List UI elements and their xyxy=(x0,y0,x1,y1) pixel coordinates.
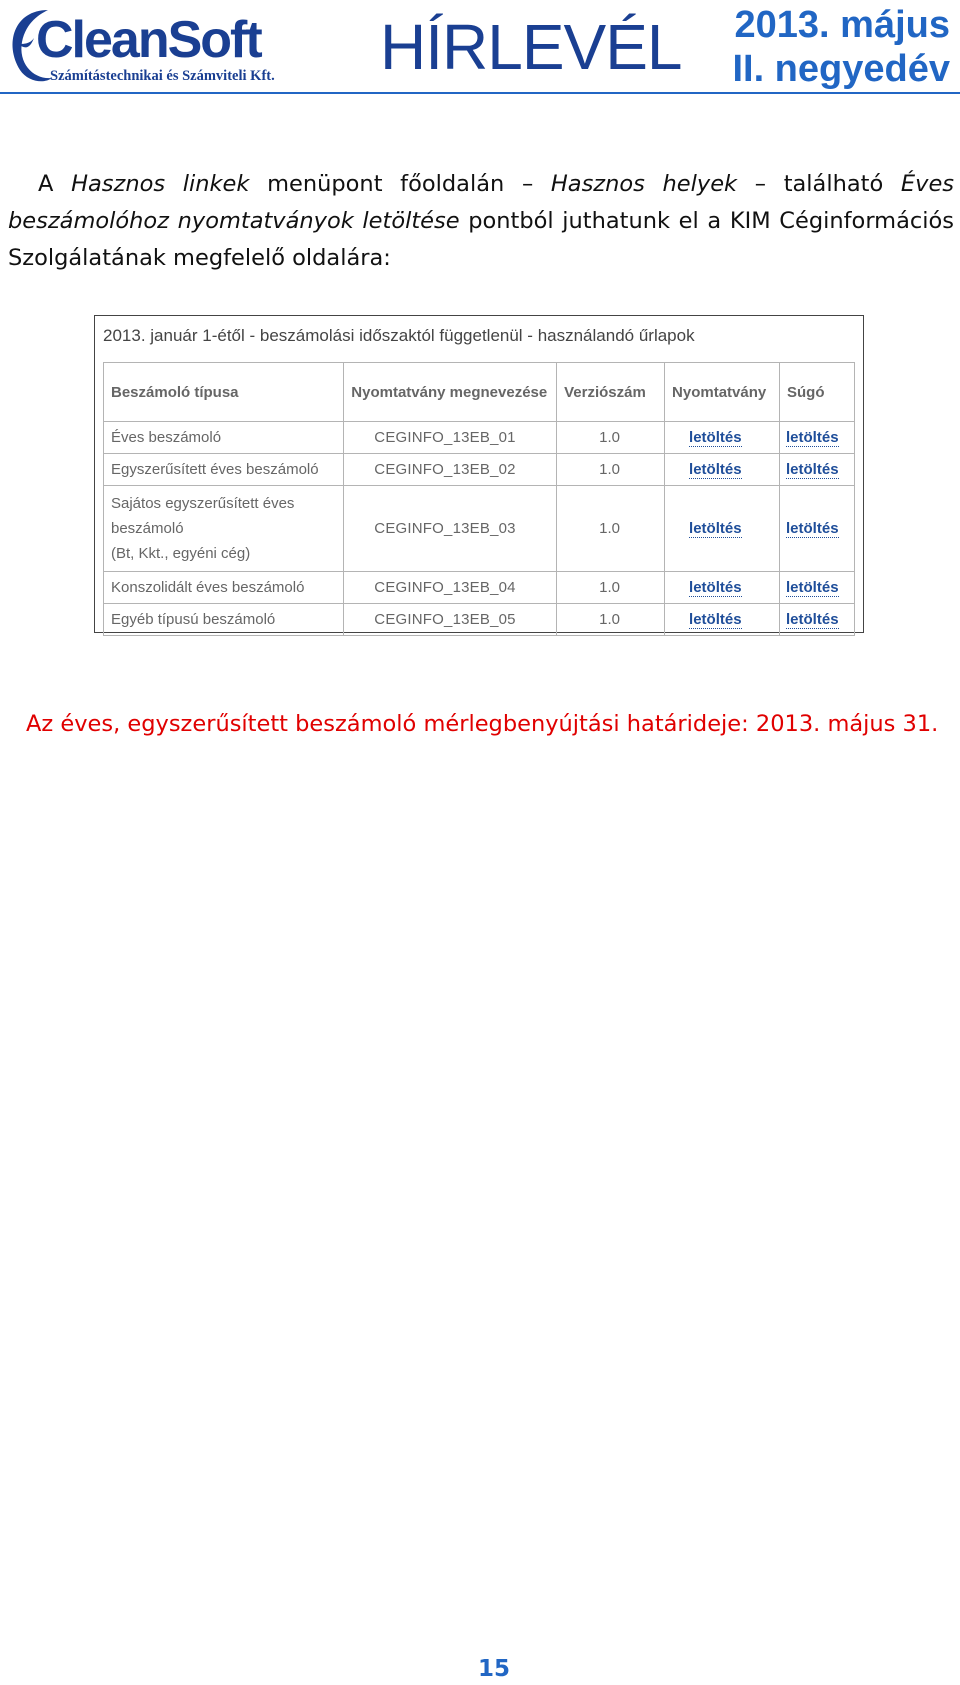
table-row xyxy=(104,486,855,572)
newsletter-title: HÍRLEVÉL xyxy=(380,11,682,83)
issue-quarter: II. negyedév xyxy=(732,48,950,90)
forms-table-screenshot xyxy=(94,315,864,633)
col-header: Nyomtatvány xyxy=(665,363,780,422)
form-name: CEGINFO_13EB_01 xyxy=(344,422,557,454)
table-row xyxy=(104,454,855,486)
table-header-row xyxy=(104,363,855,422)
report-type xyxy=(104,486,344,572)
form-download-link[interactable]: letöltés xyxy=(689,579,742,596)
table-row xyxy=(104,604,855,636)
help-download-link[interactable]: letöltés xyxy=(786,611,839,628)
col-header: Verziószám xyxy=(557,363,665,422)
intro-text: – található xyxy=(737,171,901,197)
intro-text: menüpont főoldalán – xyxy=(249,171,551,197)
logo-tagline: Számítástechnikai és Számviteli Kft. xyxy=(50,68,275,84)
report-type: Éves beszámoló xyxy=(104,422,344,454)
report-type-line: beszámoló xyxy=(111,520,184,537)
form-download-link[interactable]: letöltés xyxy=(689,520,742,537)
col-header: Beszámoló típusa xyxy=(104,363,344,422)
form-download-link[interactable]: letöltés xyxy=(689,611,742,628)
form-download-link[interactable]: letöltés xyxy=(689,429,742,446)
help-download-link[interactable]: letöltés xyxy=(786,429,839,446)
table-title: 2013. január 1-étől - beszámolási időszaktól függetlenül - használandó űrlapok xyxy=(103,326,695,345)
help-download-link[interactable]: letöltés xyxy=(786,461,839,478)
logo-name: CleanSoft xyxy=(36,11,261,69)
cleansoft-logo xyxy=(4,4,276,90)
version: 1.0 xyxy=(557,454,665,486)
report-type: Egyéb típusú beszámoló xyxy=(104,604,344,636)
table-row xyxy=(104,422,855,454)
report-type: Konszolidált éves beszámoló xyxy=(104,572,344,604)
col-header: Súgó xyxy=(780,363,855,422)
intro-emphasis: Hasznos linkek xyxy=(71,171,250,197)
version: 1.0 xyxy=(557,422,665,454)
intro-paragraph xyxy=(8,166,954,277)
form-name: CEGINFO_13EB_02 xyxy=(344,454,557,486)
form-name: CEGINFO_13EB_05 xyxy=(344,604,557,636)
col-header: Nyomtatvány megnevezése xyxy=(344,363,557,422)
report-type-line: Sajátos egyszerűsített éves xyxy=(111,495,295,512)
intro-text: pontból juthatunk el a KIM Céginformációs Szolgálatának megfelelő oldalára: xyxy=(8,208,954,271)
page-number: 15 xyxy=(477,1656,510,1682)
version: 1.0 xyxy=(557,572,665,604)
intro-text: A xyxy=(38,171,72,197)
form-name: CEGINFO_13EB_04 xyxy=(344,572,557,604)
intro-emphasis: Éves beszámolóhoz nyomtatványok letöltése xyxy=(8,171,955,234)
intro-emphasis: Hasznos helyek xyxy=(550,171,738,197)
form-name: CEGINFO_13EB_03 xyxy=(344,486,557,572)
version: 1.0 xyxy=(557,604,665,636)
report-type: Egyszerűsített éves beszámoló xyxy=(104,454,344,486)
header-divider xyxy=(0,92,960,94)
report-type-line: (Bt, Kkt., egyéni cég) xyxy=(111,545,251,562)
deadline-notice: Az éves, egyszerűsített beszámoló mérlegbenyújtási határideje: 2013. május 31. xyxy=(26,711,939,737)
help-download-link[interactable]: letöltés xyxy=(786,579,839,596)
page-header xyxy=(0,0,960,96)
help-download-link[interactable]: letöltés xyxy=(786,520,839,537)
forms-table xyxy=(103,362,855,636)
issue-date: 2013. május xyxy=(734,4,950,46)
form-download-link[interactable]: letöltés xyxy=(689,461,742,478)
table-row xyxy=(104,572,855,604)
version: 1.0 xyxy=(557,486,665,572)
